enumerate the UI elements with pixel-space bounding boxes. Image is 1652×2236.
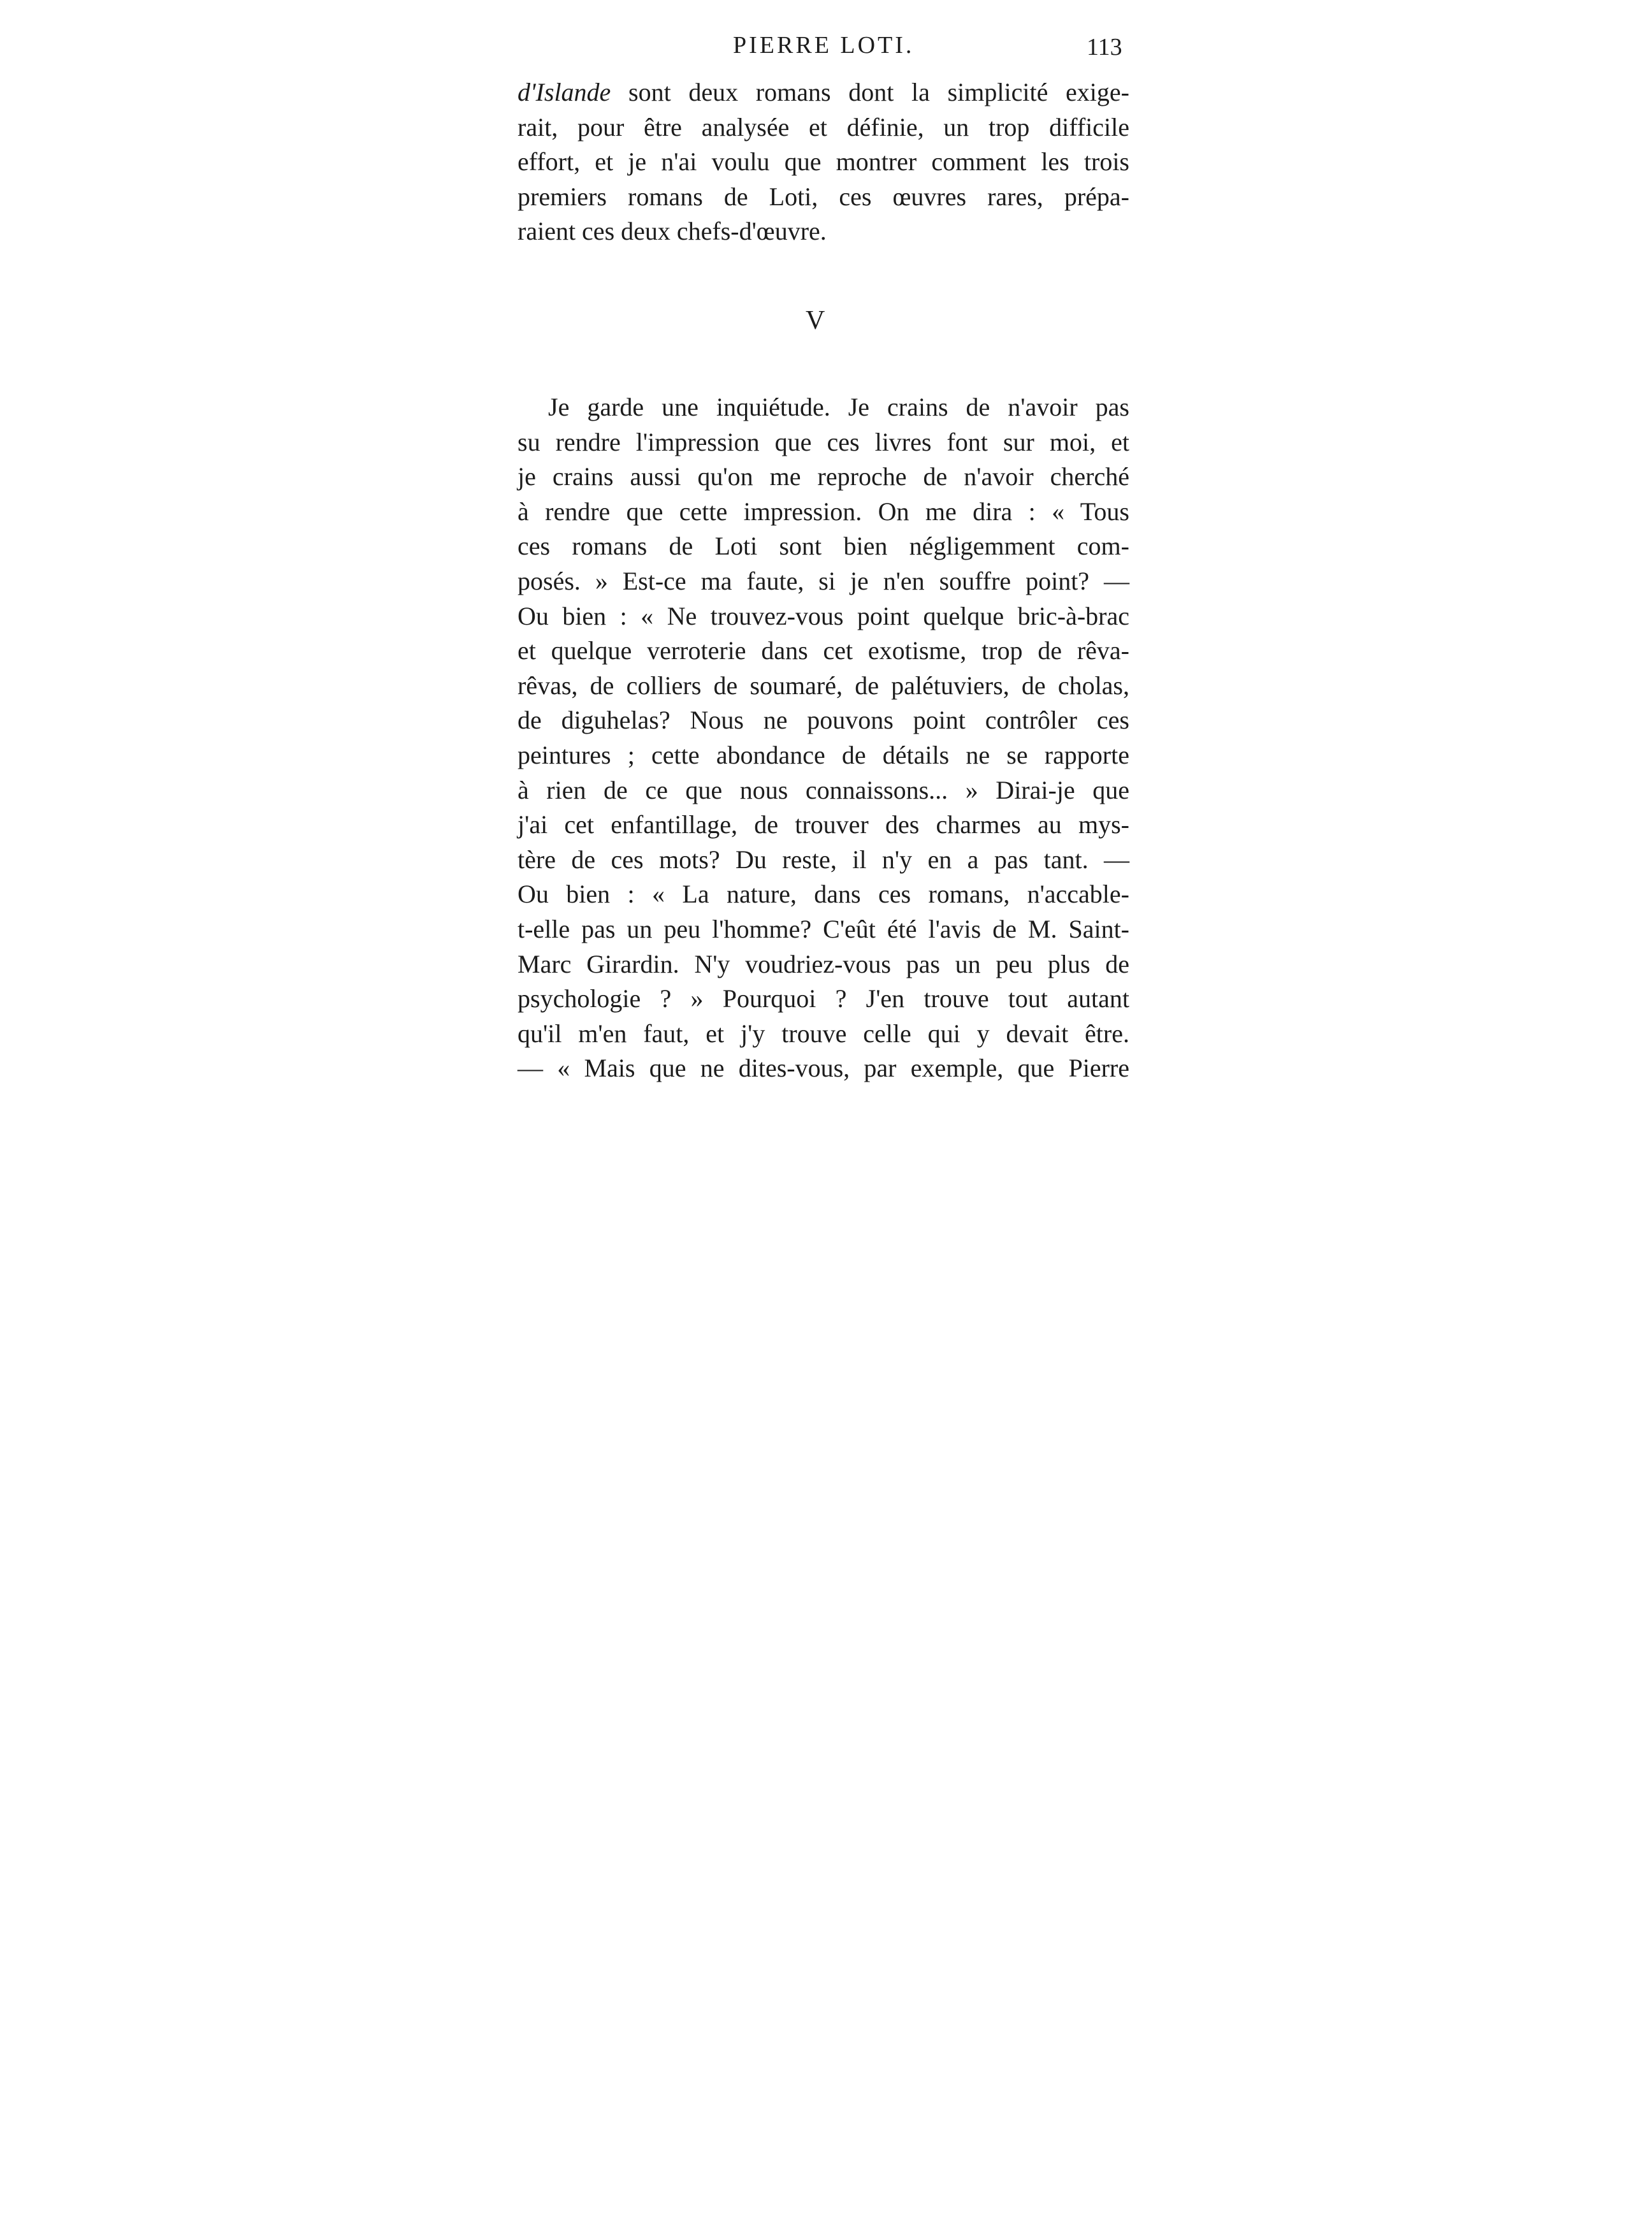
text-line: raient ces deux chefs-d'œuvre. <box>518 217 827 246</box>
text-line: Je garde une inquiétude. Je crains de n'avoir pas <box>548 393 1129 421</box>
text-line: Marc Girardin. N'y voudriez-vous pas un peu plus de <box>518 949 1129 978</box>
text-line: premiers romans de Loti, ces œuvres rares, prépa- <box>518 182 1129 211</box>
text-line: su rendre l'impression que ces livres font sur moi, et <box>518 427 1129 456</box>
text-line: Ou bien : « Ne trouvez-vous point quelque bric-à-brac <box>518 601 1129 630</box>
page-number: 113 <box>1087 34 1122 61</box>
text-line: je crains aussi qu'on me reproche de n'avoir cherché <box>518 462 1129 491</box>
text-line: effort, et je n'ai voulu que montrer comment les trois <box>518 147 1129 177</box>
paragraph-section-v <box>518 390 1129 1086</box>
text-line: j'ai cet enfantillage, de trouver des charmes au mys- <box>518 810 1129 839</box>
running-title: PIERRE LOTI. <box>733 32 915 59</box>
text-line: — « Mais que ne dites-vous, par exemple, que Pierre <box>518 1054 1129 1083</box>
text-line: psychologie ? » Pourquoi ? J'en trouve tout autant <box>518 984 1129 1013</box>
text-line: posés. » Est-ce ma faute, si je n'en souffre point? — <box>518 566 1129 595</box>
paragraph-continuation <box>518 75 1129 249</box>
text-line: ces romans de Loti sont bien négligemment com- <box>518 532 1129 561</box>
text-line: Ou bien : « La nature, dans ces romans, n'accable- <box>518 880 1129 909</box>
text-line: t-elle pas un peu l'homme? C'eût été l'avis de M. Saint- <box>518 914 1129 943</box>
text-line: à rien de ce que nous connaissons... » Dirai-je que <box>518 775 1129 804</box>
text-line: de diguhelas? Nous ne pouvons point contrôler ces <box>518 706 1129 735</box>
text-line: et quelque verroterie dans cet exotisme, trop de rêva- <box>518 636 1129 665</box>
text-line: tère de ces mots? Du reste, il n'y en a pas tant. — <box>518 845 1129 874</box>
section-number: V <box>806 306 825 335</box>
text-line: rêvas, de colliers de soumaré, de palétuviers, de cholas, <box>518 671 1129 700</box>
text-line: peintures ; cette abondance de détails ne se rapporte <box>518 740 1129 769</box>
text-line: à rendre que cette impression. On me dira : « Tous <box>518 497 1129 526</box>
text-line: d'Islande sont deux romans dont la simplicité exige- <box>518 78 1129 106</box>
text-line: qu'il m'en faut, et j'y trouve celle qui y devait être. <box>518 1019 1129 1048</box>
text-line: rait, pour être analysée et définie, un trop difficile <box>518 112 1129 142</box>
